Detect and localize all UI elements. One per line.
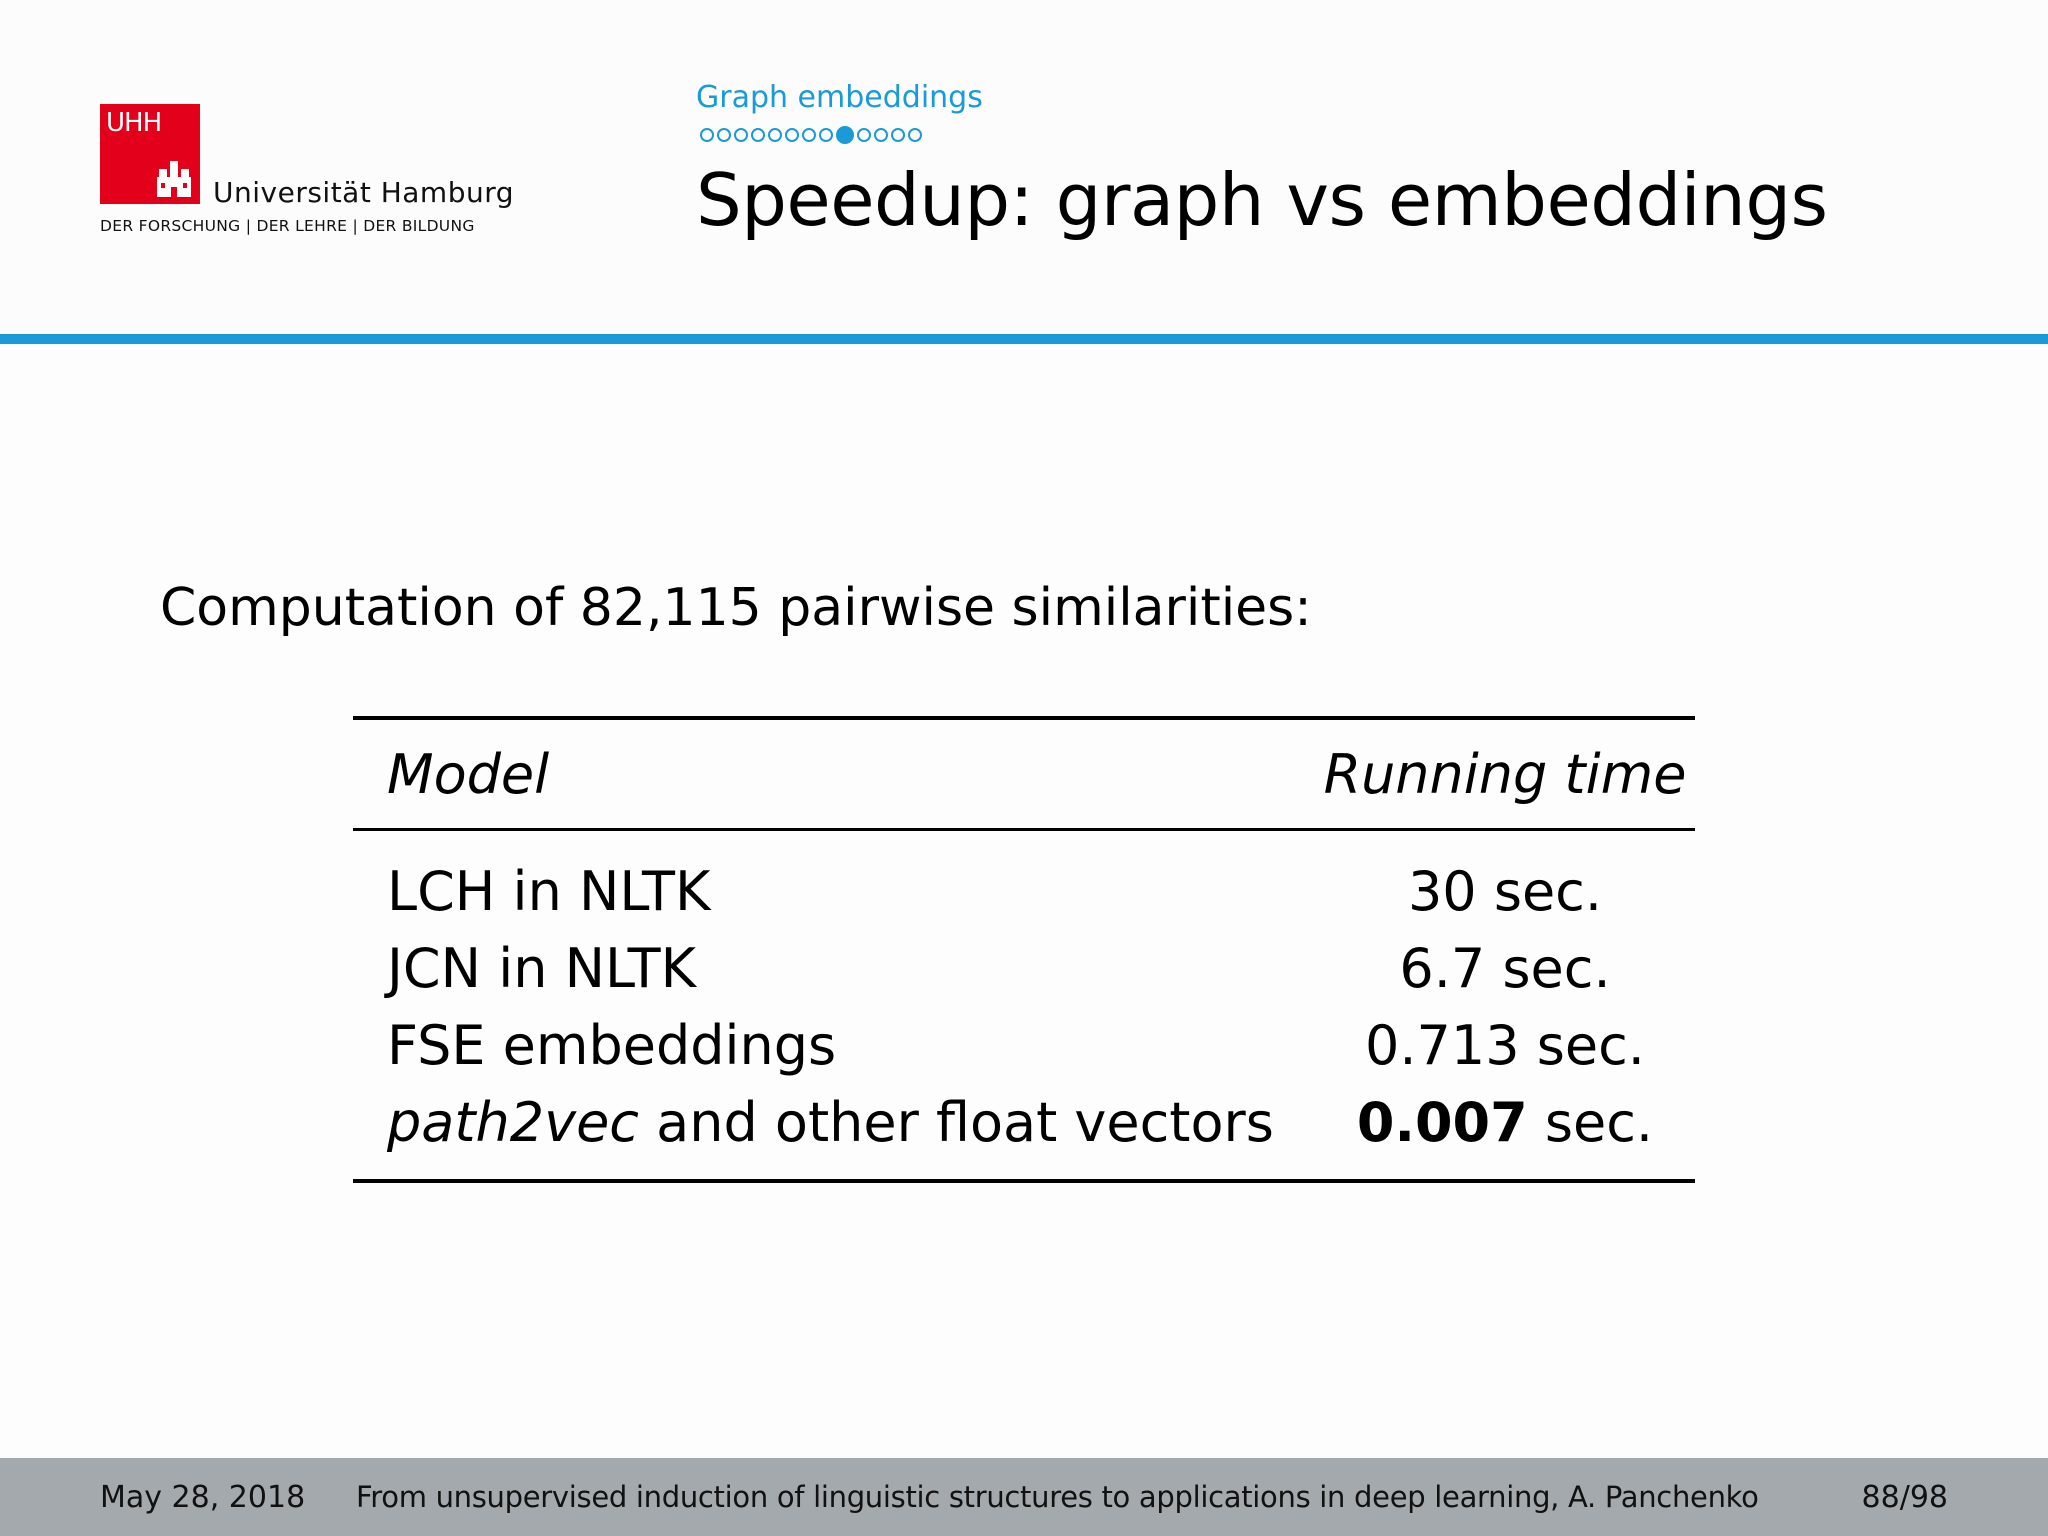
row-time [1315,1091,1695,1154]
header-running-time: Running time [1323,742,1687,806]
nav-dot[interactable] [700,128,714,142]
time-unit: sec. [1527,1090,1654,1154]
footer-date: May 28, 2018 [100,1480,306,1515]
time-value: 0.713 [1365,1013,1520,1077]
nav-dot[interactable] [717,128,731,142]
time-unit: sec. [1519,1013,1645,1077]
nav-dot[interactable] [734,128,748,142]
row-time [1315,1014,1695,1077]
table-row [353,1084,1695,1161]
table-row [353,1007,1695,1084]
model-name-italic: path2vec [387,1090,639,1154]
intro-text: Computation of 82,115 pairwise similarities: [160,578,1312,638]
timing-table [353,716,1695,1183]
nav-dot[interactable] [768,128,782,142]
slide-footer [0,1458,2048,1536]
section-title[interactable]: Graph embeddings [696,80,983,115]
nav-dot[interactable] [857,128,871,142]
time-value: 6.7 [1399,936,1486,1000]
time-value: 30 [1407,859,1477,923]
table-row [353,930,1695,1007]
uhh-logo [100,104,200,204]
time-unit: sec. [1485,936,1611,1000]
nav-dot[interactable] [785,128,799,142]
nav-dot[interactable] [802,128,816,142]
table-header-row [353,720,1695,828]
nav-dot[interactable] [751,128,765,142]
university-name: Universität Hamburg [213,176,515,209]
row-time [1315,860,1695,923]
slide-title: Speedup: graph vs embeddings [696,158,1828,242]
row-model [353,1091,1274,1154]
time-unit: sec. [1476,859,1603,923]
footer-page-number: 88/98 [1861,1480,1948,1515]
nav-dot-current[interactable] [836,126,854,144]
table-bottom-rule [353,1179,1695,1183]
slide-header [0,0,2048,334]
row-model: FSE embeddings [387,1013,837,1077]
university-tagline: DER FORSCHUNG | DER LEHRE | DER BILDUNG [100,217,475,235]
row-model: LCH in NLTK [387,859,711,923]
logo-mark: UHH [106,108,162,138]
nav-dot[interactable] [874,128,888,142]
footer-talk-title: From unsupervised induction of linguistic structures to applications in deep learning, A. Panchenko [356,1480,1759,1514]
row-time [1315,937,1695,1000]
table-row [353,853,1695,930]
time-value-best: 0.007 [1356,1090,1528,1154]
header-divider [0,334,2048,344]
slide-nav-dots [700,128,922,144]
castle-icon [155,159,193,199]
model-name-rest: and other float vectors [639,1090,1274,1154]
header-model: Model [387,742,550,806]
nav-dot[interactable] [819,128,833,142]
row-model: JCN in NLTK [387,936,697,1000]
nav-dot[interactable] [908,128,922,142]
nav-dot[interactable] [891,128,905,142]
table-body [353,831,1695,1179]
